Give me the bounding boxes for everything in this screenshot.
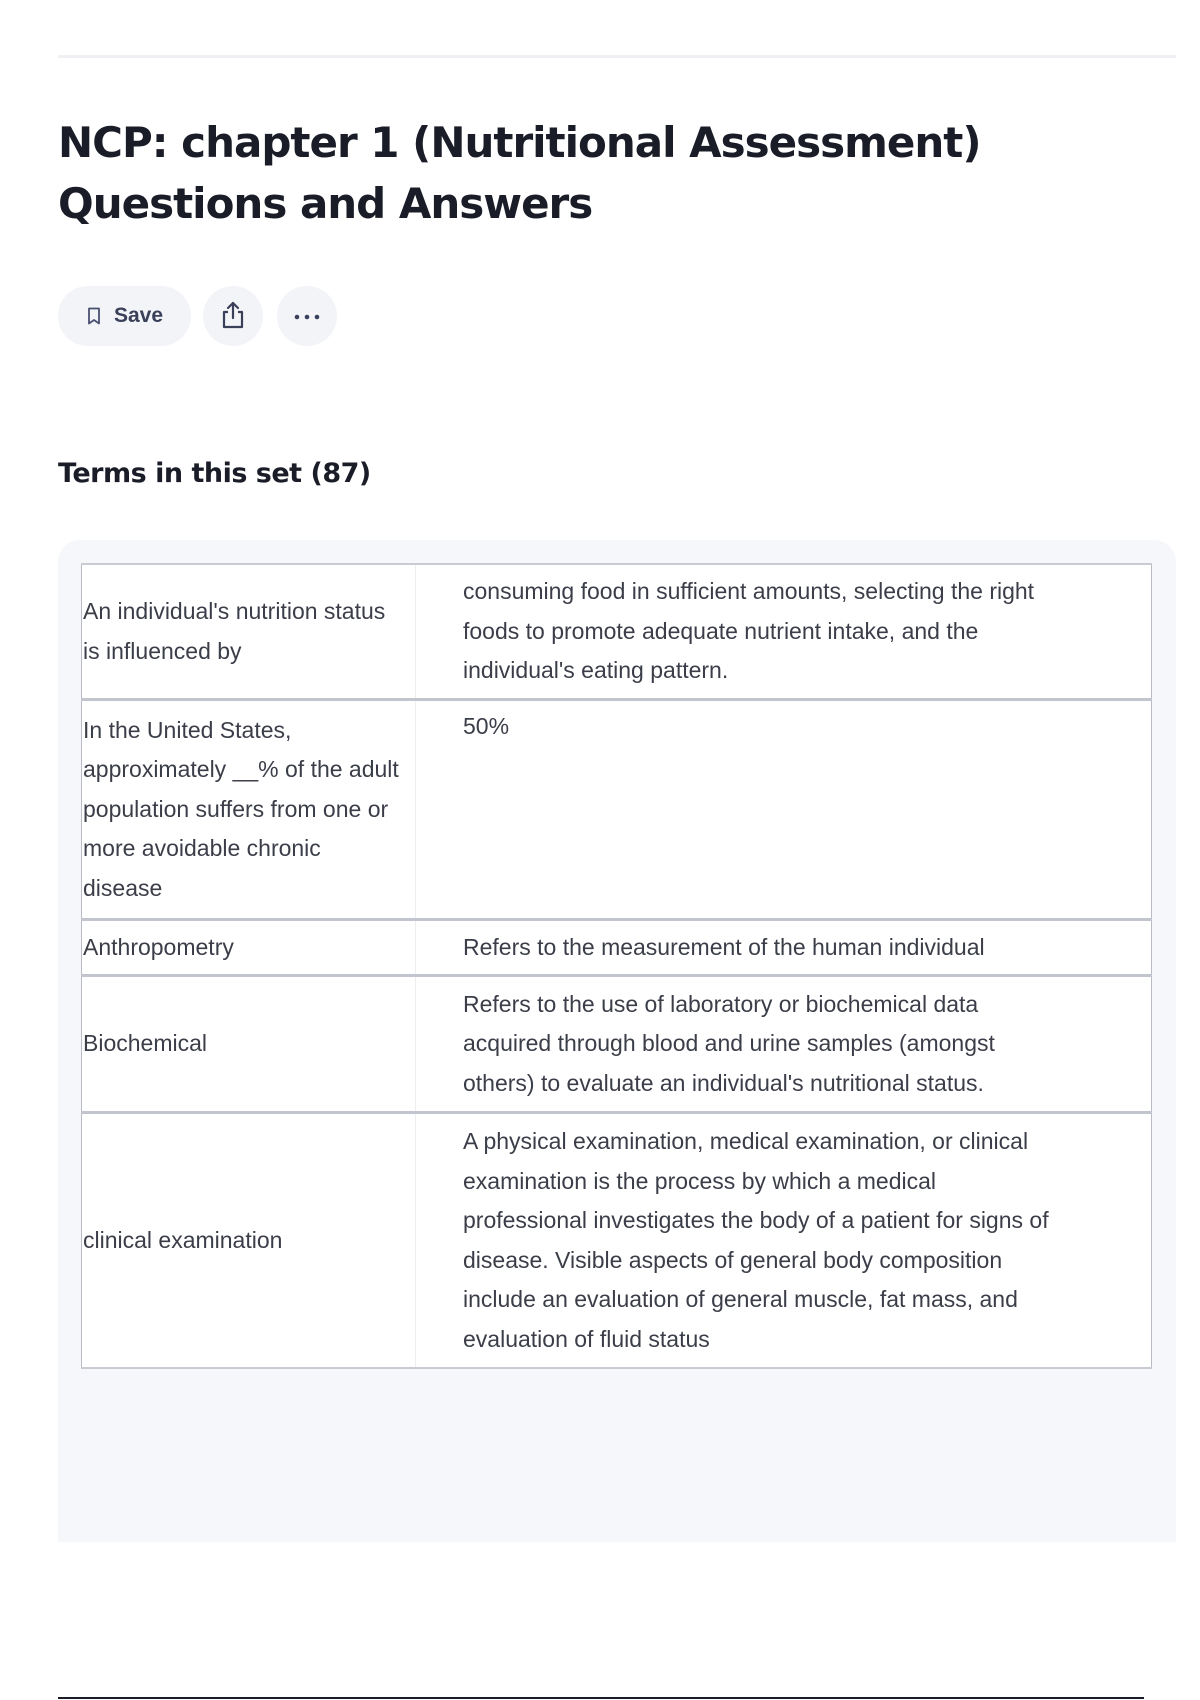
definition-cell: Refers to the use of laboratory or biochemical data acquired through blood and urine samples (amongst others) to evaluate an individual's nutritional status. (416, 976, 1152, 1113)
term-row (82, 976, 1152, 1113)
term-row (82, 564, 1152, 700)
term-cell: Biochemical (82, 976, 416, 1113)
page-title: NCP: chapter 1 (Nutritional Assessment) Questions and Answers (58, 118, 981, 228)
definition-cell: 50% (416, 700, 1152, 920)
top-divider (58, 55, 1176, 58)
definition-cell: consuming food in sufficient amounts, selecting the right foods to promote adequate nutrient intake, and the individual's eating pattern. (416, 564, 1152, 700)
term-row (82, 920, 1152, 976)
terms-table (81, 563, 1152, 1369)
share-button[interactable] (203, 286, 263, 346)
definition-cell: A physical examination, medical examination, or clinical examination is the process by which a medical professional investigates the body of a patient for signs of disease. Visible aspects of general body composition include an evaluation of general muscle, fat mass, and evaluation of fluid status (416, 1113, 1152, 1369)
bottom-divider (58, 1697, 1144, 1699)
term-cell: An individual's nutrition status is influenced by (82, 564, 416, 700)
terms-heading: Terms in this set (87) (58, 458, 371, 489)
term-row (82, 700, 1152, 920)
share-icon (219, 300, 247, 333)
term-cell: In the United States, approximately __% of the adult population suffers from one or more avoidable chronic disease (82, 700, 416, 920)
more-horizontal-icon (292, 309, 322, 324)
term-cell: Anthropometry (82, 920, 416, 976)
save-button[interactable] (58, 286, 191, 346)
bookmark-icon (86, 306, 102, 326)
action-bar (58, 286, 337, 346)
more-options-button[interactable] (277, 286, 337, 346)
term-cell: clinical examination (82, 1113, 416, 1369)
definition-cell: Refers to the measurement of the human individual (416, 920, 1152, 976)
term-row (82, 1113, 1152, 1369)
save-label: Save (114, 304, 164, 327)
